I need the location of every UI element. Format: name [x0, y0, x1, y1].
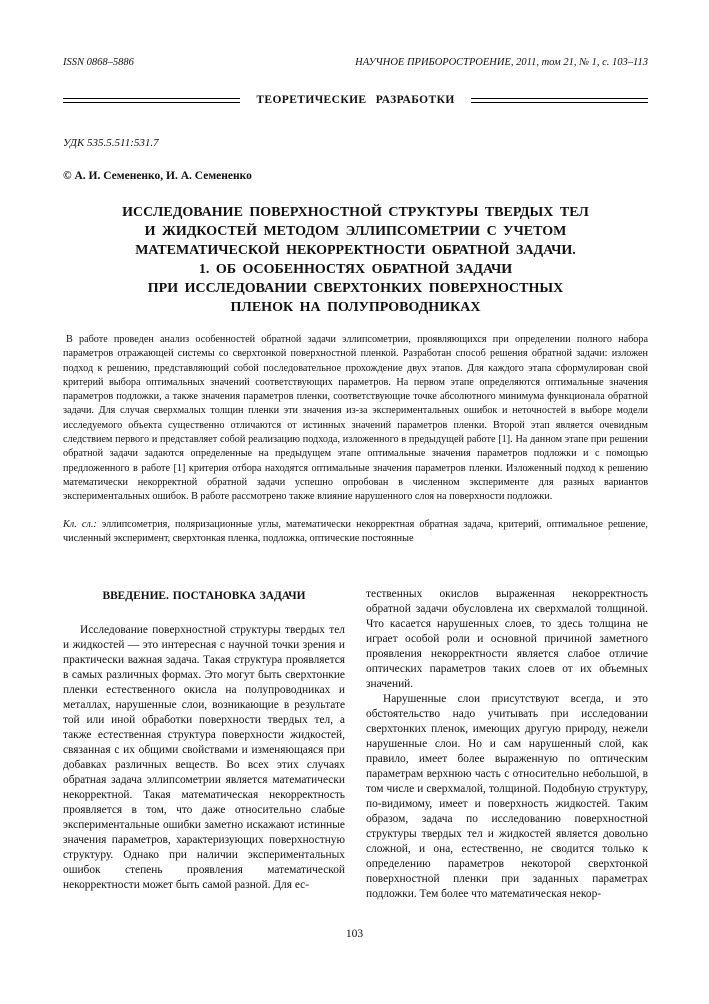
title-line: МАТЕМАТИЧЕСКОЙ НЕКОРРЕКТНОСТИ ОБРАТНОЙ ЗАДАЧИ. [135, 243, 576, 258]
banner-rule-left [63, 98, 240, 103]
intro-left-paragraph: Исследование поверхностной структуры твердых тел и жидкостей — это интересная с научной точки зрения и практически важная задача. Такая структура проявляется в самых различных формах. Это могут быть сверхтонкие пленки естественного окисла на полупроводниках и металлах, нарушенные слои, возникающие в результате той или иной обработки поверхности твердых тел, а также естественная структура поверхности жидкостей, связанная с их общими свойствами и изменяющаяся при добавках различных веществ. Во всех этих случаях обратная задача эллипсометрии является математически некорректной. Такая математическая некорректность проявляется в том, что даже относительно слабые экспериментальные ошибки заметно искажают истинные значения параметров, характеризующих поверхностную структуру. Однако при наличии экспериментальных ошибок степень проявления математической некорректности может быть самой разной. Для ес- [63, 623, 345, 891]
article-title [63, 203, 648, 317]
title-line: 1. ОБ ОСОБЕННОСТЯХ ОБРАТНОЙ ЗАДАЧИ [198, 262, 513, 277]
authors-line: © А. И. Семененко, И. А. Семененко [63, 170, 252, 182]
section-banner-title: ТЕОРЕТИЧЕСКИЕ РАЗРАБОТКИ [256, 94, 455, 106]
issn-label: ISSN 0868–5886 [63, 57, 134, 68]
intro-heading: ВВЕДЕНИЕ. ПОСТАНОВКА ЗАДАЧИ [102, 589, 306, 602]
title-line: ПЛЕНОК НА ПОЛУПРОВОДНИКАХ [230, 300, 481, 315]
udc-label: УДК 535.5.511:531.7 [63, 137, 159, 149]
page-number: 103 [345, 928, 364, 940]
banner-rule-right [471, 98, 648, 103]
keywords-paragraph [63, 518, 648, 547]
keywords-text: эллипсометрия, поляризационные углы, математически некорректная обратная задача, критерий, оптимальное решение, численный эксперимент, сверхтонкая пленка, подложка, оптические постоянные [63, 518, 648, 545]
journal-reference: НАУЧНОЕ ПРИБОРОСТРОЕНИЕ, 2011, том 21, № 1, с. 103–113 [355, 57, 648, 68]
column-right [366, 587, 648, 902]
title-line: И ЖИДКОСТЕЙ МЕТОДОМ ЭЛЛИПСОМЕТРИИ С УЧЕТОМ [144, 224, 567, 239]
intro-section [63, 587, 648, 902]
title-line: ИССЛЕДОВАНИЕ ПОВЕРХНОСТНОЙ СТРУКТУРЫ ТВЕРДЫХ ТЕЛ [122, 205, 589, 220]
column-left [63, 587, 345, 902]
section-banner [63, 94, 648, 106]
title-line: ПРИ ИССЛЕДОВАНИИ СВЕРХТОНКИХ ПОВЕРХНОСТНЫХ [147, 281, 564, 296]
abstract-paragraph: В работе проведен анализ особенностей обратной задачи эллипсометрии, проявляющихся при определении полного набора параметров отражающей системы со сверхтонкой поверхностной пленкой. Разработан способ решения обратной задачи: изложен подход к решению, представляющий собой последовательное прохождение двух этапов. Для каждого этапа сформулирован свой критерий выбора оптимальных значений соответствующих параметров. На первом этапе определяются оптимальные значения параметров подложки, а также значения параметров пленки, соответствующие точке абсолютного минимума функционала обратной задачи. Для случая сверхмалых толщин пленки эти значения из-за экспериментальных ошибок и неточностей в выборе модели исследуемого объекта существенно отличаются от истинных значений параметров пленки. Второй этап является очевидным следствием первого и представляет собой реализацию подхода, изложенного в предыдущей работе [1]. На данном этапе при решении обратной задачи задаются определенные на предыдущем этапе оптимальные значения параметров подложки и с помощью предложенного в работе [1] критерия отбора находятся оптимальные значения параметров пленки. Изложенный подход к решению математически некорректной обратной задачи успешно опробован в численном эксперименте для разных вариантов экспериментальных ошибок. В работе рассмотрено также влияние нарушенного слоя на поверхности подложки. [63, 334, 648, 503]
intro-right-paragraph-2: Нарушенные слои присутствуют всегда, и это обстоятельство надо учитывать при исследовании сверхтонких пленок, имеющих другую природу, нежели нарушенные слои. Но и сам нарушенный слой, как правило, имеет более выраженную по оптическим параметрам верхнюю часть с относительно небольшой, в том числе и сверхмалой, толщиной. Подобную структуру, по-видимому, имеет и поверхность жидкостей. Таким образом, задача по исследованию поверхностной структуры твердых тел и жидкостей является довольно сложной, и она, естественно, не сводится только к определению параметров некоторой сверхтонкой поверхностной пленки при заданных параметрах подложки. Тем более что математическая некор- [366, 692, 648, 900]
intro-right-paragraph-1: тественных окислов выраженная некорректность обратной задачи обусловлена их сверхмалой толщиной. Что касается нарушенных слоев, то здесь толщина не играет особой роли и основной причиной заметного проявления некорректности является слабое отличие оптических параметров таких слоев от их объемных значений. [366, 587, 648, 690]
keywords-label: Кл. сл.: [63, 518, 97, 530]
journal-header [63, 56, 648, 69]
